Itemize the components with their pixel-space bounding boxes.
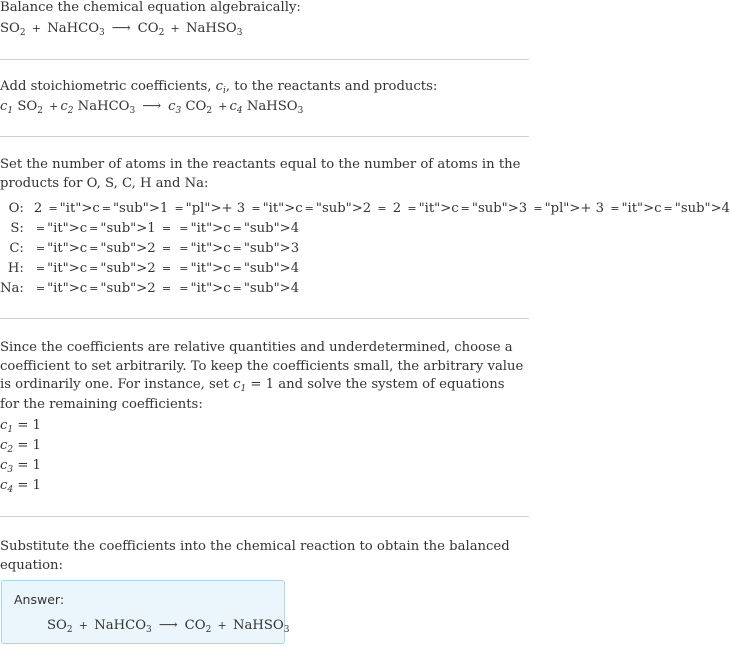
coefficient: $c_1$: [0, 418, 14, 435]
element-label: O:: [8, 200, 24, 216]
species: $SO_2$: [0, 21, 26, 38]
coefficient: $c_4$: [0, 478, 14, 495]
balance-equation: = "it">c = "sub">2 = = "it">c = "sub">3: [35, 240, 300, 256]
section1-intro: Balance the chemical equation algebraically:: [0, 0, 301, 15]
species: NaHSO$_3$: [246, 99, 304, 116]
divider: [0, 516, 529, 517]
section4-text: Since the coefficients are relative quantities and underdetermined, choose a coefficient to set arbitrarily. To keep the coefficients small, the arbitrary value is ordinarily one. For instance, set $c_1 = 1$ and solve the system of equations for the remaining coefficients:: [0, 340, 524, 412]
balance-equation: = "it">c = "sub">1 = = "it">c = "sub">4: [35, 220, 300, 236]
species: NaHCO$_3$: [47, 21, 105, 38]
solution-line: $c_3 = 1$: [0, 458, 41, 475]
element-label: H:: [7, 260, 24, 276]
balance-row: [0, 278, 730, 298]
intro-text-end: , to the reactants and products:: [225, 79, 438, 94]
species: NaHCO$_3$: [77, 99, 136, 116]
solution-line: $c_1 = 1$: [0, 418, 41, 435]
species: $CO_2$: [184, 618, 212, 635]
coefficient: $c_3$: [168, 99, 182, 116]
balance-row: [0, 258, 730, 278]
balance-equation: = "it">c = "sub">2 = = "it">c = "sub">4: [35, 260, 300, 276]
species: NaHSO$_3$: [185, 21, 243, 38]
solution-line: $c_2 = 1$: [0, 438, 41, 455]
section3-intro: Set the number of atoms in the reactants equal to the number of atoms in the products for O, S, C, H and Na:: [0, 157, 521, 191]
balance-equation: = "it">c = "sub">2 = = "it">c = "sub">4: [35, 280, 300, 296]
balanced-equation: $SO_2$ + NaHCO$_3$ ⟶ $CO_2$ + NaHSO$_3$: [47, 618, 290, 635]
intro-text: Add stoichiometric coefficients,: [0, 79, 216, 94]
section5-intro: Substitute the coefficients into the chemical reaction to obtain the balanced equation:: [0, 539, 510, 573]
species: NaHCO$_3$: [94, 618, 152, 635]
element-label: Na:: [0, 280, 24, 296]
answer-box: [1, 580, 290, 644]
species: NaHSO$_3$: [232, 618, 290, 635]
unbalanced-equation: $SO_2$ + NaHCO$_3$ ⟶ $CO_2$ + NaHSO$_3$: [0, 21, 243, 38]
balance-row: [0, 198, 730, 218]
c1-symbol: $c_1$: [233, 377, 247, 394]
divider: [0, 59, 529, 60]
species: $SO_2$: [17, 99, 43, 116]
balance-equation: 2 = "it">c = "sub">1 = "pl">+ 3 = "it">c = "sub">2 = 2 = "it">c = "sub">3 = "pl">+ 3 = "it">c = "sub">4: [33, 200, 730, 216]
coefficient: $c_2$: [0, 438, 14, 455]
species: $CO_2$: [137, 21, 165, 38]
balance-row: [0, 218, 730, 238]
element-label: S:: [10, 220, 24, 236]
species: $SO_2$: [47, 618, 73, 635]
divider: [0, 318, 529, 319]
coefficient-equation: $c_1$ $SO_2 + c_2$ NaHCO$_3$ ⟶ $c_3$ $CO_2 + c_4$ NaHSO$_3$: [0, 99, 304, 116]
balance-row: [0, 238, 730, 258]
coefficient: $c_2$: [60, 99, 74, 116]
solution-line: $c_4 = 1$: [0, 478, 41, 495]
atom-balance-system: [0, 198, 730, 298]
species: $CO_2$: [185, 99, 213, 116]
element-label: C:: [9, 240, 24, 256]
coefficient: $c_3$: [0, 458, 14, 475]
section2-intro: [0, 79, 437, 96]
answer-label: Answer:: [14, 592, 65, 607]
coefficient: $c_1$: [0, 99, 14, 116]
ci-symbol: $c_i$: [215, 79, 226, 96]
coefficient: $c_4$: [229, 99, 243, 116]
divider: [0, 136, 529, 137]
